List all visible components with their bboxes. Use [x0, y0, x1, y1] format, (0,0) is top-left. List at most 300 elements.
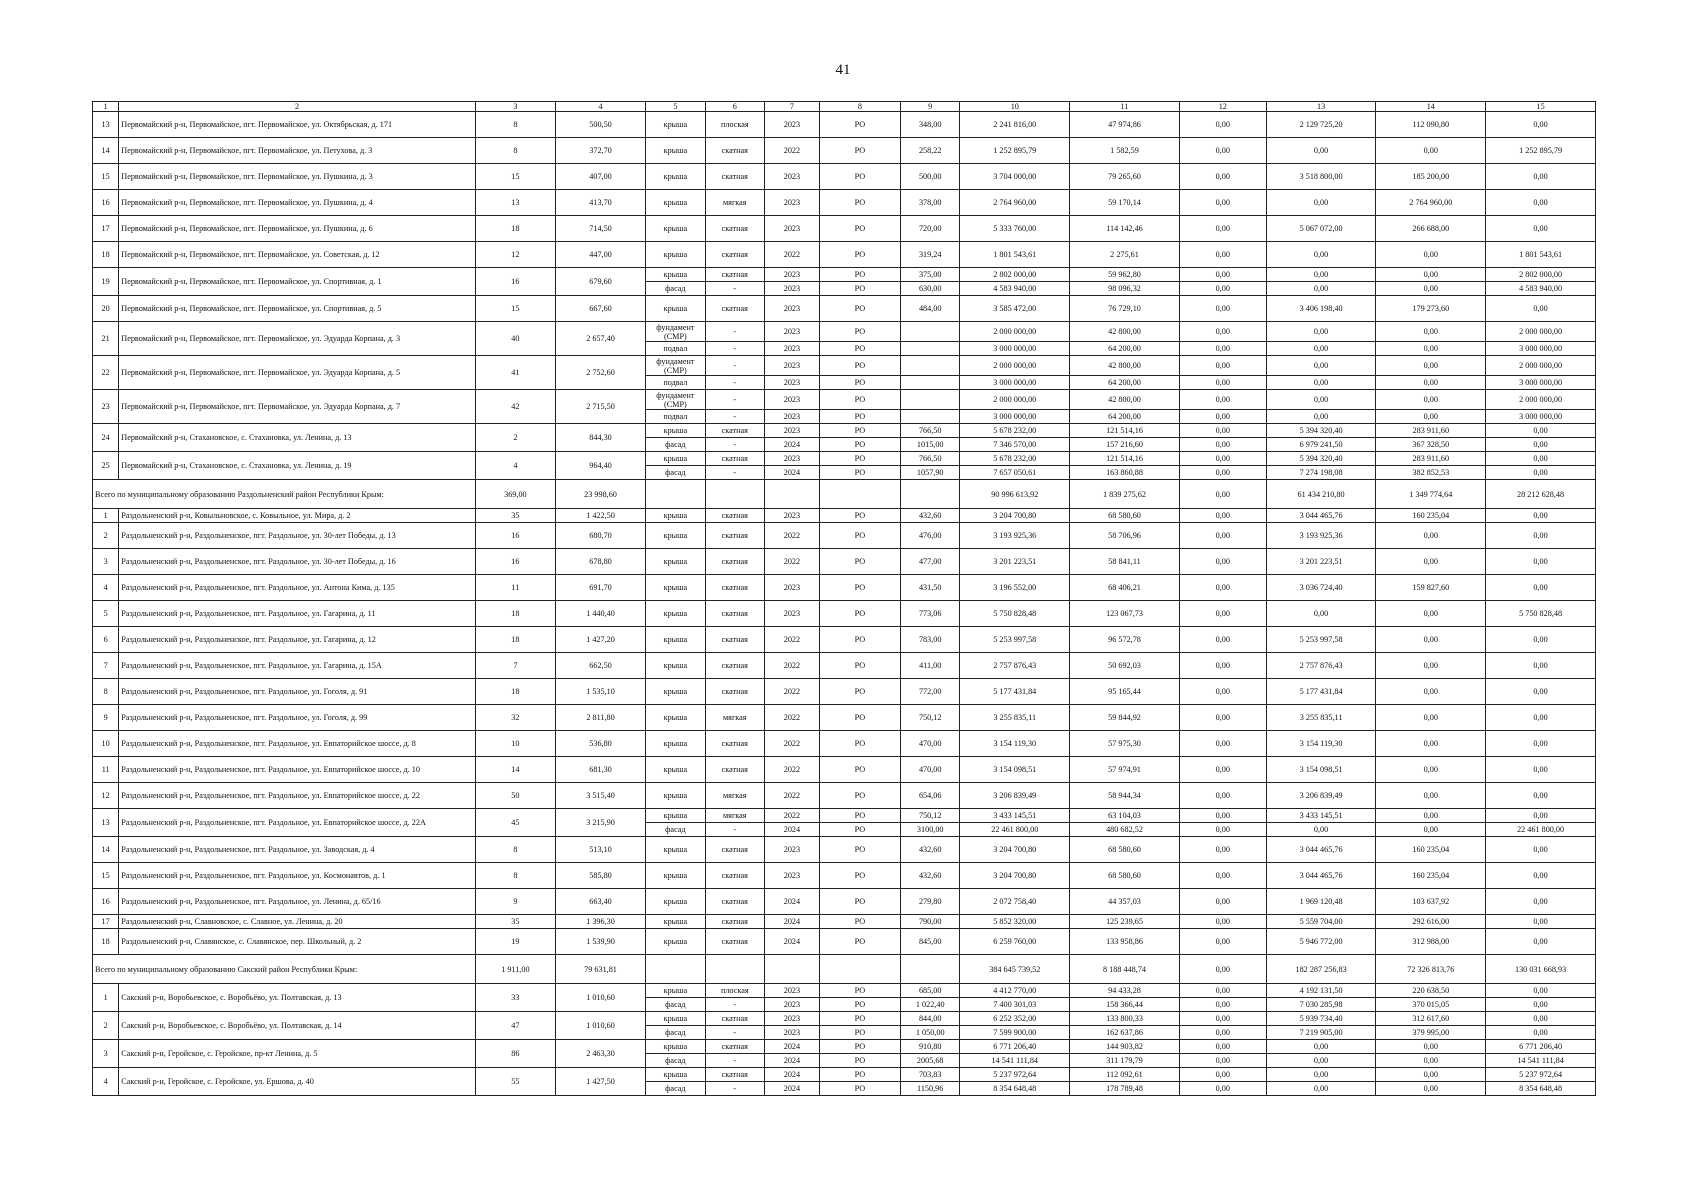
table-cell: 0,00	[1179, 410, 1266, 424]
table-cell: 7 274 198,08	[1266, 466, 1376, 480]
address-cell: Первомайский р-н, Первомайское, пгт. Первомайское, ул. Октябрьская, д. 171	[119, 112, 476, 138]
table-cell: 3	[93, 1040, 119, 1068]
table-cell: 5 678 232,00	[960, 424, 1070, 438]
table-row	[93, 915, 1596, 929]
table-cell: 654,06	[901, 783, 960, 809]
table-cell: 7 599 900,00	[960, 1026, 1070, 1040]
table-cell: 2022	[765, 627, 820, 653]
table-cell: 0,00	[1179, 1068, 1266, 1082]
table-cell: 0,00	[1486, 757, 1596, 783]
total-cell	[765, 955, 820, 984]
table-cell: 133 800,33	[1070, 1012, 1180, 1026]
table-cell: 431,50	[901, 575, 960, 601]
table-cell: подвал	[646, 342, 705, 356]
table-cell: 94 433,28	[1070, 984, 1180, 998]
table-cell: 0,00	[1179, 322, 1266, 342]
table-cell: 680,70	[555, 523, 645, 549]
table-cell: 16	[475, 549, 555, 575]
table-cell: 2 811,80	[555, 705, 645, 731]
table-cell: 5 253 997,58	[960, 627, 1070, 653]
table-cell: скатная	[705, 138, 764, 164]
table-cell: фасад	[646, 466, 705, 480]
table-cell: мягкая	[705, 783, 764, 809]
table-cell: РО	[819, 509, 900, 523]
table-cell: РО	[819, 653, 900, 679]
table-cell: 6 771 206,40	[1486, 1040, 1596, 1054]
table-cell: 3 204 700,80	[960, 509, 1070, 523]
table-cell: 7 400 301,03	[960, 998, 1070, 1012]
table-cell: 0,00	[1179, 509, 1266, 523]
table-cell: 964,40	[555, 452, 645, 480]
table-cell: 0,00	[1486, 705, 1596, 731]
table-cell: 348,00	[901, 112, 960, 138]
table-cell: 1 050,00	[901, 1026, 960, 1040]
table-cell: 18	[93, 929, 119, 955]
address-cell: Первомайский р-н, Стахановское, с. Стахановка, ул. Ленина, д. 13	[119, 424, 476, 452]
total-cell: 1 349 774,64	[1376, 480, 1486, 509]
table-cell: РО	[819, 376, 900, 390]
table-cell: 703,83	[901, 1068, 960, 1082]
total-cell: 61 434 210,80	[1266, 480, 1376, 509]
table-cell: РО	[819, 863, 900, 889]
table-cell: 0,00	[1486, 731, 1596, 757]
table-cell: крыша	[646, 783, 705, 809]
table-cell: 0,00	[1486, 837, 1596, 863]
address-cell: Раздольненский р-н, Раздольненское, пгт. Раздольное, ул. Гагарина, д. 11	[119, 601, 476, 627]
table-cell: 1 440,40	[555, 601, 645, 627]
table-cell: 536,80	[555, 731, 645, 757]
table-cell: 5 852 320,00	[960, 915, 1070, 929]
table-cell: 14	[475, 757, 555, 783]
table-cell: скатная	[705, 242, 764, 268]
table-row	[93, 1040, 1596, 1054]
table-cell: 2022	[765, 783, 820, 809]
table-cell: 1	[93, 509, 119, 523]
table-cell: 42	[475, 390, 555, 424]
table-cell: 2023	[765, 390, 820, 410]
table-cell: 2023	[765, 112, 820, 138]
table-cell: -	[705, 376, 764, 390]
table-cell: 58 944,34	[1070, 783, 1180, 809]
table-cell: 0,00	[1266, 282, 1376, 296]
table-cell: 0,00	[1376, 809, 1486, 823]
table-cell: 766,50	[901, 452, 960, 466]
table-cell: 44 357,03	[1070, 889, 1180, 915]
table-cell: 0,00	[1179, 1012, 1266, 1026]
table-cell: 0,00	[1179, 889, 1266, 915]
table-cell: 0,00	[1486, 1026, 1596, 1040]
table-cell: 0,00	[1376, 268, 1486, 282]
table-cell: крыша	[646, 452, 705, 466]
column-header: 12	[1179, 102, 1266, 112]
table-cell: 8	[475, 837, 555, 863]
table-cell: 2024	[765, 1054, 820, 1068]
table-cell: 14 541 111,84	[1486, 1054, 1596, 1068]
table-cell: 3 215,90	[555, 809, 645, 837]
table-cell: 2024	[765, 466, 820, 480]
table-cell: 372,70	[555, 138, 645, 164]
table-cell: 0,00	[1179, 112, 1266, 138]
table-cell: 630,00	[901, 282, 960, 296]
table-cell: 6 771 206,40	[960, 1040, 1070, 1054]
table-cell: РО	[819, 783, 900, 809]
table-row	[93, 268, 1596, 282]
table-cell: 2023	[765, 984, 820, 998]
table-cell: скатная	[705, 296, 764, 322]
column-header: 1	[93, 102, 119, 112]
table-cell: 2022	[765, 809, 820, 823]
table-cell: 0,00	[1266, 242, 1376, 268]
table-cell: 57 974,91	[1070, 757, 1180, 783]
table-cell: 0,00	[1179, 356, 1266, 376]
table-cell: 18	[475, 679, 555, 705]
table-cell: 2024	[765, 889, 820, 915]
table-cell: 0,00	[1376, 1068, 1486, 1082]
table-cell: 9	[93, 705, 119, 731]
address-cell: Первомайский р-н, Первомайское, пгт. Первомайское, ул. Пушкина, д. 6	[119, 216, 476, 242]
table-cell: крыша	[646, 627, 705, 653]
table-cell: 18	[475, 601, 555, 627]
column-header: 11	[1070, 102, 1180, 112]
table-cell: 279,80	[901, 889, 960, 915]
table-cell: скатная	[705, 653, 764, 679]
table-cell: 3100,00	[901, 823, 960, 837]
table-cell: РО	[819, 466, 900, 480]
table-cell: 0,00	[1486, 627, 1596, 653]
table-cell: 163 860,88	[1070, 466, 1180, 480]
table-cell: 0,00	[1179, 342, 1266, 356]
table-cell: 3 206 839,49	[1266, 783, 1376, 809]
address-cell: Первомайский р-н, Первомайское, пгт. Первомайское, ул. Эдуарда Корпана, д. 5	[119, 356, 476, 390]
table-cell: фасад	[646, 823, 705, 837]
table-cell: 2023	[765, 322, 820, 342]
table-cell: 59 962,80	[1070, 268, 1180, 282]
table-cell: 0,00	[1376, 242, 1486, 268]
table-cell	[901, 376, 960, 390]
table-row	[93, 809, 1596, 823]
table-cell: 678,80	[555, 549, 645, 575]
column-header: 5	[646, 102, 705, 112]
table-cell: 2022	[765, 549, 820, 575]
table-cell	[901, 322, 960, 342]
table-cell: скатная	[705, 549, 764, 575]
table-cell: 179 273,60	[1376, 296, 1486, 322]
table-cell: 1 969 120,48	[1266, 889, 1376, 915]
table-cell: 2	[475, 424, 555, 452]
table-cell: 2023	[765, 998, 820, 1012]
table-cell: 0,00	[1266, 1082, 1376, 1096]
total-cell: 90 996 613,92	[960, 480, 1070, 509]
table-cell: 3 204 700,80	[960, 863, 1070, 889]
table-row	[93, 757, 1596, 783]
table-cell: 0,00	[1179, 809, 1266, 823]
total-cell	[646, 955, 705, 984]
table-cell: скатная	[705, 424, 764, 438]
table-cell: крыша	[646, 190, 705, 216]
table-cell: 17	[93, 216, 119, 242]
table-row	[93, 984, 1596, 998]
table-cell: 720,00	[901, 216, 960, 242]
table-cell: 35	[475, 509, 555, 523]
table-cell: 33	[475, 984, 555, 1012]
total-cell: 130 031 668,93	[1486, 955, 1596, 984]
table-cell: 5 253 997,58	[1266, 627, 1376, 653]
table-cell: 3 196 552,00	[960, 575, 1070, 601]
table-cell: 1 252 895,79	[1486, 138, 1596, 164]
table-cell: 178 789,48	[1070, 1082, 1180, 1096]
table-cell: РО	[819, 438, 900, 452]
table-cell: 14 541 111,84	[960, 1054, 1070, 1068]
table-cell: 0,00	[1179, 823, 1266, 837]
address-cell: Раздольненский р-н, Раздольненское, пгт. Раздольное, ул. Евпаторийское шоссе, д. 8	[119, 731, 476, 757]
table-cell: 2 275,61	[1070, 242, 1180, 268]
table-cell: 411,00	[901, 653, 960, 679]
table-cell: 5 559 704,00	[1266, 915, 1376, 929]
table-cell: -	[705, 823, 764, 837]
table-cell	[901, 356, 960, 376]
table-cell: 5 067 072,00	[1266, 216, 1376, 242]
table-cell: 7 030 285,98	[1266, 998, 1376, 1012]
table-row	[93, 112, 1596, 138]
table-cell: -	[705, 410, 764, 424]
table-cell: 0,00	[1179, 1054, 1266, 1068]
address-cell: Раздольненский р-н, Раздольненское, пгт. Раздольное, ул. Ленина, д. 65/16	[119, 889, 476, 915]
table-cell: 2 764 960,00	[1376, 190, 1486, 216]
table-cell: 1 427,20	[555, 627, 645, 653]
table-cell: 500,50	[555, 112, 645, 138]
table-cell: 0,00	[1376, 390, 1486, 410]
total-cell	[901, 955, 960, 984]
address-cell: Первомайский р-н, Первомайское, пгт. Первомайское, ул. Пушкина, д. 4	[119, 190, 476, 216]
table-cell: 0,00	[1179, 466, 1266, 480]
total-row	[93, 480, 1596, 509]
table-cell: 0,00	[1179, 296, 1266, 322]
table-cell: 0,00	[1179, 376, 1266, 390]
table-cell: 68 580,60	[1070, 509, 1180, 523]
column-header: 6	[705, 102, 764, 112]
table-cell: 133 958,86	[1070, 929, 1180, 955]
table-cell: 432,60	[901, 509, 960, 523]
table-cell: РО	[819, 1054, 900, 1068]
table-cell: 0,00	[1486, 523, 1596, 549]
table-cell: РО	[819, 282, 900, 296]
table-cell: 121 514,16	[1070, 424, 1180, 438]
table-cell: фасад	[646, 1082, 705, 1096]
table-cell: 11	[475, 575, 555, 601]
table-cell: крыша	[646, 863, 705, 889]
table-cell: скатная	[705, 731, 764, 757]
table-cell: РО	[819, 112, 900, 138]
table-cell: 0,00	[1179, 627, 1266, 653]
table-row	[93, 731, 1596, 757]
address-cell: Сакский р-н, Геройское, с. Геройское, пр-кт Ленина, д. 5	[119, 1040, 476, 1068]
table-cell	[901, 342, 960, 356]
table-cell: 3 000 000,00	[960, 376, 1070, 390]
table-cell: 0,00	[1179, 268, 1266, 282]
table-cell: 663,40	[555, 889, 645, 915]
table-cell: крыша	[646, 837, 705, 863]
table-cell: 432,60	[901, 863, 960, 889]
table-cell: 8	[475, 138, 555, 164]
address-cell: Раздольненский р-н, Раздольненское, пгт. Раздольное, ул. Гагарина, д. 15А	[119, 653, 476, 679]
table-cell: 18	[475, 216, 555, 242]
table-cell: 3 154 098,51	[960, 757, 1070, 783]
table-cell: 910,80	[901, 1040, 960, 1054]
table-cell: крыша	[646, 216, 705, 242]
table-cell: 0,00	[1266, 410, 1376, 424]
table-cell: фасад	[646, 438, 705, 452]
table-cell: 3 036 724,40	[1266, 575, 1376, 601]
table-cell: 5 333 760,00	[960, 216, 1070, 242]
address-cell: Раздольненский р-н, Раздольненское, пгт. Раздольное, ул. Евпаторийское шоссе, д. 10	[119, 757, 476, 783]
table-cell: РО	[819, 601, 900, 627]
table-row	[93, 575, 1596, 601]
table-cell: 772,00	[901, 679, 960, 705]
table-cell: РО	[819, 322, 900, 342]
table-cell: скатная	[705, 915, 764, 929]
table-cell: -	[705, 322, 764, 342]
table-cell: 1 422,50	[555, 509, 645, 523]
table-cell: РО	[819, 296, 900, 322]
table-cell: крыша	[646, 424, 705, 438]
table-cell: крыша	[646, 984, 705, 998]
table-cell: 0,00	[1486, 575, 1596, 601]
table-cell: 59 844,92	[1070, 705, 1180, 731]
table-cell: РО	[819, 549, 900, 575]
table-cell: 57 975,30	[1070, 731, 1180, 757]
table-cell: 160 235,04	[1376, 837, 1486, 863]
table-cell: 500,00	[901, 164, 960, 190]
address-cell: Раздольненский р-н, Ковыльновское, с. Ковыльное, ул. Мира, д. 2	[119, 509, 476, 523]
table-row	[93, 679, 1596, 705]
table-cell: 0,00	[1179, 679, 1266, 705]
table-cell: РО	[819, 523, 900, 549]
column-header: 9	[901, 102, 960, 112]
table-cell: 585,80	[555, 863, 645, 889]
table-cell: 159 827,60	[1376, 575, 1486, 601]
total-cell	[765, 480, 820, 509]
table-cell: 1 252 895,79	[960, 138, 1070, 164]
table-cell: крыша	[646, 1012, 705, 1026]
address-cell: Раздольненский р-н, Славновское, с. Славное, ул. Ленина, д. 20	[119, 915, 476, 929]
table-cell: 5 678 232,00	[960, 452, 1070, 466]
table-cell: 844,00	[901, 1012, 960, 1026]
table-cell: 845,00	[901, 929, 960, 955]
table-cell: 3 255 835,11	[960, 705, 1070, 731]
table-cell: 2023	[765, 863, 820, 889]
table-cell: 7	[93, 653, 119, 679]
table-cell: скатная	[705, 601, 764, 627]
table-cell: 0,00	[1486, 438, 1596, 452]
total-cell: 369,00	[475, 480, 555, 509]
table-cell: 0,00	[1486, 679, 1596, 705]
table-cell: скатная	[705, 863, 764, 889]
table-cell: 20	[93, 296, 119, 322]
table-cell: 1150,96	[901, 1082, 960, 1096]
address-cell: Раздольненский р-н, Раздольненское, пгт. Раздольное, ул. Гоголя, д. 91	[119, 679, 476, 705]
table-cell: 3 518 800,00	[1266, 164, 1376, 190]
table-cell: 32	[475, 705, 555, 731]
address-cell: Раздольненский р-н, Раздольненское, пгт. Раздольное, ул. Космонавтов, д. 1	[119, 863, 476, 889]
table-cell: -	[705, 282, 764, 296]
table-cell: 0,00	[1376, 138, 1486, 164]
table-cell: крыша	[646, 915, 705, 929]
table-cell: 2023	[765, 1026, 820, 1040]
table-cell: -	[705, 1026, 764, 1040]
table-cell: фасад	[646, 1054, 705, 1068]
table-cell: 5 750 828,48	[1486, 601, 1596, 627]
table-cell: 3 044 465,76	[1266, 837, 1376, 863]
table-cell: 103 637,92	[1376, 889, 1486, 915]
address-cell: Сакский р-н, Геройское, с. Геройское, ул. Ершова, д. 40	[119, 1068, 476, 1096]
table-cell: 3 044 465,76	[1266, 863, 1376, 889]
table-cell	[901, 410, 960, 424]
table-cell: РО	[819, 1040, 900, 1054]
table-cell: 773,06	[901, 601, 960, 627]
table-cell: 714,50	[555, 216, 645, 242]
table-cell: 5 750 828,48	[960, 601, 1070, 627]
table-cell: 4 412 770,00	[960, 984, 1070, 998]
table-cell: 0,00	[1376, 342, 1486, 356]
table-cell: 0,00	[1179, 523, 1266, 549]
table-cell: 47	[475, 1012, 555, 1040]
table-cell: 5 177 431,84	[960, 679, 1070, 705]
table-cell: 2023	[765, 1012, 820, 1026]
table-cell: мягкая	[705, 809, 764, 823]
table-cell: 1 427,50	[555, 1068, 645, 1096]
address-cell: Первомайский р-н, Первомайское, пгт. Первомайское, ул. Пушкина, д. 3	[119, 164, 476, 190]
table-cell: крыша	[646, 705, 705, 731]
table-cell: 0,00	[1486, 809, 1596, 823]
table-cell: 0,00	[1486, 466, 1596, 480]
table-cell: РО	[819, 164, 900, 190]
table-cell: 0,00	[1179, 915, 1266, 929]
table-cell: 283 911,60	[1376, 424, 1486, 438]
table-cell: 14	[93, 138, 119, 164]
table-row	[93, 929, 1596, 955]
table-cell: 2024	[765, 1040, 820, 1054]
table-cell: 10	[475, 731, 555, 757]
table-cell: 64 200,00	[1070, 410, 1180, 424]
table-cell: РО	[819, 575, 900, 601]
table-cell: 16	[475, 268, 555, 296]
table-cell: 0,00	[1179, 216, 1266, 242]
table-cell: 3 206 839,49	[960, 783, 1070, 809]
table-cell: 2 241 816,00	[960, 112, 1070, 138]
table-cell: 112 092,61	[1070, 1068, 1180, 1082]
table-row	[93, 509, 1596, 523]
table-cell: 0,00	[1376, 549, 1486, 575]
table-cell: 2024	[765, 1068, 820, 1082]
table-cell: 220 638,50	[1376, 984, 1486, 998]
table-row	[93, 390, 1596, 410]
table-cell: 0,00	[1486, 296, 1596, 322]
table-cell: 0,00	[1179, 438, 1266, 452]
table-cell: РО	[819, 823, 900, 837]
table-cell: 0,00	[1266, 1068, 1376, 1082]
total-cell: 1 911,00	[475, 955, 555, 984]
table-cell: 3 154 119,30	[960, 731, 1070, 757]
table-cell: 2023	[765, 282, 820, 296]
table-cell: крыша	[646, 138, 705, 164]
table-cell: фундамент (СМР)	[646, 356, 705, 376]
table-cell: 667,60	[555, 296, 645, 322]
column-number-row	[93, 102, 1596, 112]
table-cell: скатная	[705, 523, 764, 549]
table-cell: 379 995,00	[1376, 1026, 1486, 1040]
table-cell: 42 800,00	[1070, 390, 1180, 410]
table-cell: 2 072 758,40	[960, 889, 1070, 915]
